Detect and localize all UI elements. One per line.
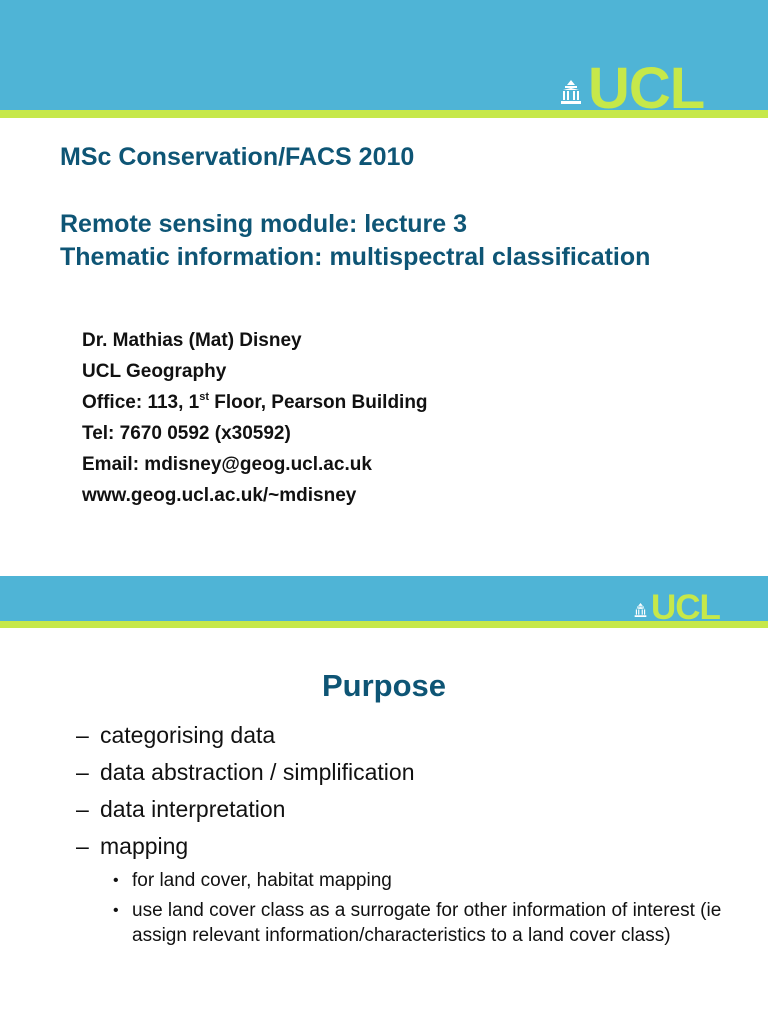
office-suffix: Floor, Pearson Building <box>209 392 428 413</box>
lecturer-name: Dr. Mathias (Mat) Disney <box>82 330 302 351</box>
ucl-logo <box>560 56 705 121</box>
slide-separator <box>0 526 768 576</box>
sub-list-item-text: for land cover, habitat mapping <box>132 870 392 891</box>
department: UCL Geography <box>82 361 227 382</box>
contact-details <box>82 329 428 515</box>
course-title: MSc Conservation/FACS 2010 <box>60 143 415 171</box>
telephone: Tel: 7670 0592 (x30592) <box>82 423 291 444</box>
dash-marker: – <box>76 759 89 785</box>
office-ordinal: st <box>199 391 210 403</box>
list-item <box>76 719 415 756</box>
list-item-text: categorising data <box>100 722 276 748</box>
dash-marker: – <box>76 722 89 748</box>
slide-title: Purpose <box>321 668 447 703</box>
mapping-sub-list <box>113 868 743 953</box>
list-item <box>76 793 415 830</box>
dash-marker: – <box>76 833 89 859</box>
list-item <box>76 830 415 867</box>
email: Email: mdisney@geog.ucl.ac.uk <box>82 454 372 475</box>
sub-list-item <box>113 868 743 893</box>
list-item-text: data interpretation <box>100 796 286 822</box>
portico-icon <box>634 603 647 617</box>
bullet-marker: • <box>113 872 119 889</box>
dash-marker: – <box>76 796 89 822</box>
lecture-title: Remote sensing module: lecture 3 <box>60 210 468 238</box>
purpose-list <box>76 719 415 867</box>
list-item-text: mapping <box>100 833 189 859</box>
sub-list-item-text: use land cover class as a surrogate for other information of interest (ie assign relevant information/characteristics to a land cover class) <box>132 900 722 946</box>
ucl-logo-text: UCL <box>651 588 720 627</box>
lecture-subtitle: Thematic information: multispectral classification <box>60 243 651 271</box>
ucl-logo-text: UCL <box>588 56 705 121</box>
list-item-text: data abstraction / simplification <box>100 759 415 785</box>
sub-list-item <box>113 898 743 948</box>
office-prefix: Office: 113, 1 <box>82 392 200 413</box>
ucl-logo-small <box>634 590 720 625</box>
website: www.geog.ucl.ac.uk/~mdisney <box>82 485 357 506</box>
portico-icon <box>560 80 582 104</box>
office-location <box>82 391 428 422</box>
list-item <box>76 756 415 793</box>
bullet-marker: • <box>113 902 119 919</box>
